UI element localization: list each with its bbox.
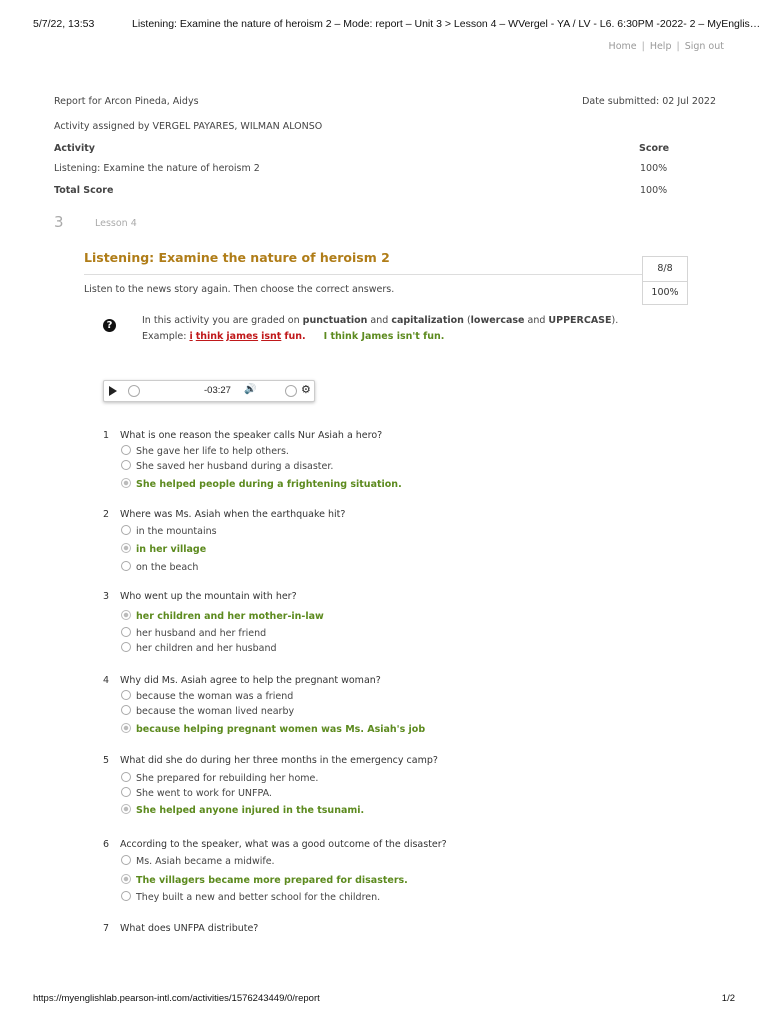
radio-button-selected[interactable]: [121, 610, 131, 620]
top-links: [609, 41, 724, 52]
score-column-header: Score: [639, 143, 670, 154]
answer-option[interactable]: because the woman was a friend: [121, 690, 293, 702]
answer-option[interactable]: Ms. Asiah became a midwife.: [121, 855, 275, 867]
print-page-title: Listening: Examine the nature of heroism 2 – Mode: report – Unit 3 > Lesson 4 – WVergel - YA / LV - L6. 6:30PM -2022- 2 – MyEnglis…: [132, 18, 761, 30]
answer-option[interactable]: They built a new and better school for the children.: [121, 891, 380, 903]
question-number: 3: [103, 591, 110, 602]
activity-score: 100%: [640, 163, 668, 174]
remaining-time: -03:27: [204, 385, 231, 396]
play-icon[interactable]: [109, 386, 117, 396]
activity-percent: 100%: [642, 281, 688, 305]
radio-button[interactable]: [121, 445, 131, 455]
question-number: 2: [103, 509, 110, 520]
unit-number: 3: [54, 213, 64, 231]
question-number: 6: [103, 839, 110, 850]
radio-button[interactable]: [121, 642, 131, 652]
wrong-example-word: isnt: [261, 331, 282, 342]
radio-button-selected[interactable]: [121, 543, 131, 553]
activity-name: Listening: Examine the nature of heroism 2: [54, 163, 260, 174]
radio-button[interactable]: [121, 705, 131, 715]
question-text: Why did Ms. Asiah agree to help the pregnant woman?: [120, 675, 381, 686]
progress-handle[interactable]: [128, 385, 140, 397]
correct-example: I think James isn't fun.: [323, 331, 445, 342]
total-score-label: Total Score: [54, 185, 114, 196]
radio-button[interactable]: [121, 627, 131, 637]
audio-player: [103, 380, 315, 402]
home-link[interactable]: Home: [608, 41, 637, 52]
grading-example: Example: i think james isnt fun. I think James isn't fun.: [142, 331, 445, 342]
radio-button[interactable]: [121, 690, 131, 700]
report-for: Report for Arcon Pineda, Aidys: [54, 96, 199, 107]
question-text: According to the speaker, what was a good outcome of the disaster?: [120, 839, 447, 850]
activity-points: 8/8: [642, 256, 688, 282]
question-number: 7: [103, 923, 110, 934]
correct-answer-option[interactable]: her children and her mother-in-law: [121, 610, 324, 622]
link-separator: |: [641, 41, 645, 52]
question-number: 1: [103, 430, 110, 441]
wrong-example-word: fun.: [284, 331, 306, 342]
radio-button[interactable]: [121, 787, 131, 797]
title-divider: [84, 274, 642, 275]
question-text: What is one reason the speaker calls Nur Asiah a hero?: [120, 430, 383, 441]
print-datetime: 5/7/22, 13:53: [33, 18, 95, 30]
correct-answer-option[interactable]: The villagers became more prepared for disasters.: [121, 874, 408, 886]
correct-answer-option[interactable]: in her village: [121, 543, 206, 555]
answer-option[interactable]: on the beach: [121, 561, 198, 573]
volume-handle[interactable]: [285, 385, 297, 397]
correct-answer-option[interactable]: because helping pregnant women was Ms. Asiah's job: [121, 723, 425, 735]
sign-out-link[interactable]: Sign out: [684, 41, 724, 52]
wrong-example-word: james: [226, 331, 259, 342]
radio-button[interactable]: [121, 772, 131, 782]
question-text: Where was Ms. Asiah when the earthquake hit?: [120, 509, 346, 520]
answer-option[interactable]: She prepared for rebuilding her home.: [121, 772, 318, 784]
wrong-example-word: think: [195, 331, 224, 342]
correct-answer-option[interactable]: She helped people during a frightening situation.: [121, 478, 402, 490]
answer-option[interactable]: her children and her husband: [121, 642, 277, 654]
link-separator: |: [676, 41, 680, 52]
assigned-by: Activity assigned by VERGEL PAYARES, WILMAN ALONSO: [54, 121, 323, 132]
answer-option[interactable]: She went to work for UNFPA.: [121, 787, 272, 799]
radio-button[interactable]: [121, 460, 131, 470]
question-text: What did she do during her three months in the emergency camp?: [120, 755, 438, 766]
question-number: 4: [103, 675, 110, 686]
answer-option[interactable]: in the mountains: [121, 525, 217, 537]
question-mark-icon: ?: [103, 319, 116, 332]
help-link[interactable]: Help: [649, 41, 672, 52]
radio-button[interactable]: [121, 855, 131, 865]
print-page-number: 1/2: [721, 993, 735, 1004]
radio-button-selected[interactable]: [121, 874, 131, 884]
date-submitted: Date submitted: 02 Jul 2022: [582, 96, 716, 107]
correct-answer-option[interactable]: She helped anyone injured in the tsunami.: [121, 804, 364, 816]
radio-button-selected[interactable]: [121, 804, 131, 814]
answer-option[interactable]: She gave her life to help others.: [121, 445, 289, 457]
answer-option[interactable]: She saved her husband during a disaster.: [121, 460, 333, 472]
radio-button[interactable]: [121, 525, 131, 535]
radio-button[interactable]: [121, 561, 131, 571]
volume-icon[interactable]: 🔊: [244, 384, 257, 395]
print-url: https://myenglishlab.pearson-intl.com/activities/1576243449/0/report: [33, 993, 320, 1004]
activity-title: Listening: Examine the nature of heroism 2: [84, 250, 390, 265]
grading-notice: In this activity you are graded on punctuation and capitalization (lowercase and UPPERCASE).: [142, 315, 619, 326]
activity-column-header: Activity: [54, 143, 95, 154]
answer-option[interactable]: because the woman lived nearby: [121, 705, 294, 717]
question-text: Who went up the mountain with her?: [120, 591, 297, 602]
total-score-value: 100%: [640, 185, 668, 196]
question-number: 5: [103, 755, 110, 766]
lesson-label: Lesson 4: [95, 218, 137, 229]
answer-option[interactable]: her husband and her friend: [121, 627, 266, 639]
wrong-example-word: i: [189, 331, 193, 342]
radio-button-selected[interactable]: [121, 478, 131, 488]
instructions: Listen to the news story again. Then choose the correct answers.: [84, 284, 395, 295]
gear-icon[interactable]: ⚙: [301, 384, 311, 396]
question-text: What does UNFPA distribute?: [120, 923, 259, 934]
radio-button-selected[interactable]: [121, 723, 131, 733]
radio-button[interactable]: [121, 891, 131, 901]
